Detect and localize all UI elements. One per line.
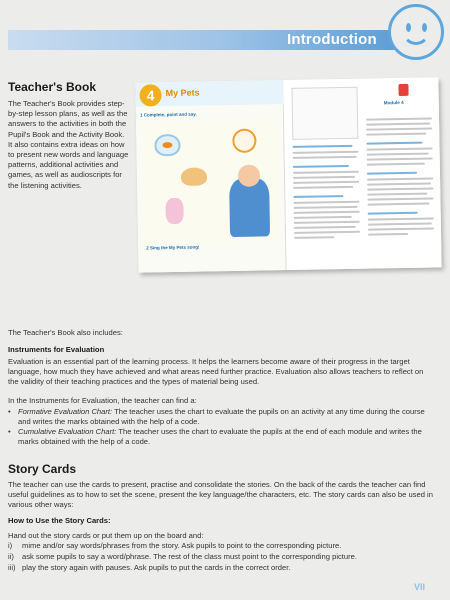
step-text: mime and/or say words/phrases from the story. Ask pupils to point to the corresponding picture. — [22, 541, 342, 550]
song-instruction: 2 Sing the My Pets song! — [146, 244, 200, 251]
unit-instruction: 1 Complete, point and say. — [139, 111, 197, 118]
smiley-icon — [388, 4, 444, 60]
step-text: ask some pupils to say a word/phrase. The rest of the class must point to the corresponding picture. — [22, 552, 357, 561]
how-to-heading: How to Use the Story Cards: — [8, 516, 111, 525]
book-right-page — [283, 77, 441, 270]
rabbit-icon — [165, 198, 183, 224]
story-cards-heading: Story Cards — [8, 462, 77, 476]
how-to-intro: Hand out the story cards or put them up on the board and: — [8, 531, 204, 540]
book-left-page — [135, 80, 286, 273]
lesson-box — [291, 87, 358, 140]
find-intro: In the Instruments for Evaluation, the teacher can find a: — [8, 396, 197, 405]
list-item — [8, 552, 436, 562]
hamster-wheel-icon — [232, 129, 256, 153]
includes-intro: The Teacher's Book also includes: — [8, 328, 123, 337]
boy-figure — [229, 178, 270, 237]
module-heading: Module 4 — [383, 99, 404, 106]
list-item — [8, 563, 436, 573]
instruments-heading: Instruments for Evaluation — [8, 345, 105, 354]
page-title: Introduction — [287, 31, 377, 48]
story-cards-text: The teacher can use the cards to present, practise and consolidate the stories. On the back of the cards the teacher can find useful guidelines as to how to set the scene, present the key language/the characters, etc. The story cards can also be used in various other ways: — [8, 480, 433, 509]
bullet-term: Formative Evaluation Chart: — [18, 407, 113, 416]
step-number: i) — [8, 541, 13, 550]
teachers-book-paragraph: The Teacher's Book provides step-by-step lesson plans, as well as the answers to the activities in both the Pupil's Book and the Activity Book. It also contains extra ideas on how to present new words and language patterns, additional activities and games, as well as audioscripts for the listening activities. — [8, 99, 129, 190]
publisher-logo-icon — [398, 84, 408, 96]
pets-illustration — [142, 120, 280, 242]
step-number: iii) — [8, 563, 16, 572]
unit-number-badge: 4 — [139, 84, 161, 106]
teachers-book-heading: Teacher's Book — [8, 80, 96, 94]
list-item — [8, 541, 436, 551]
list-item: • Cumulative Evaluation Chart: The teacher uses the chart to evaluate the pupils at the end of each module and writes the marks obtained with the help of a code. — [8, 427, 422, 446]
step-number: ii) — [8, 552, 14, 561]
bullet-term: Cumulative Evaluation Chart: — [18, 427, 117, 436]
step-text: play the story again with pauses. Ask pupils to put the cards in the correct order. — [22, 563, 291, 572]
unit-title: My Pets — [165, 87, 200, 99]
page-number: VII — [414, 582, 426, 592]
instruments-text: Evaluation is an essential part of the learning process. It helps the learners become aware of their progress in the target language, how much they have achieved and what areas need further practice. Evaluation also allows teachers to reflect on the validity of their teaching practices and the types of material being used. — [8, 357, 424, 386]
list-item: • Formative Evaluation Chart: The teacher uses the chart to evaluate the pupils on an activity at any time during the course and writes the marks obtained with the help of a code. — [8, 407, 425, 426]
bullet-text: The teacher uses the chart to evaluate the pupils on an activity at any time during the course and writes the marks obtained with the help of a code. — [18, 407, 425, 426]
book-spread-image — [135, 77, 441, 272]
dog-icon — [181, 167, 207, 185]
bullet-text: The teacher uses the chart to evaluate the pupils at the end of each module and writes the marks obtained with the help of a code. — [18, 427, 422, 446]
